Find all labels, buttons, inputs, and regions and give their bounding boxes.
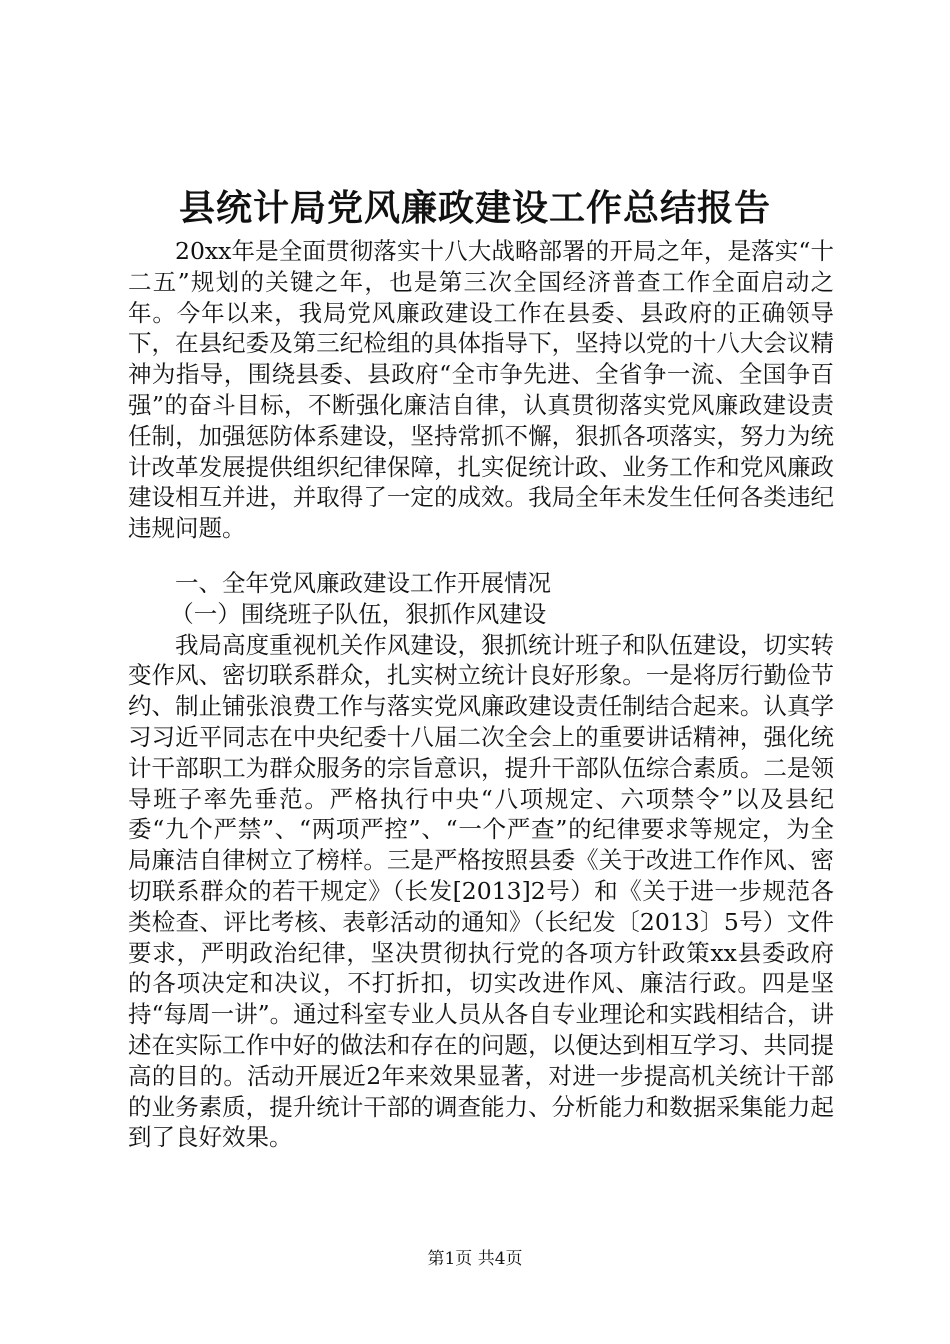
section-heading: 一、全年党风廉政建设工作开展情况	[175, 568, 551, 597]
intro-paragraph: 20xx年是全面贯彻落实十八大战略部署的开局之年，是落实“十二五”规划的关键之年，也是第三次全国经济普查工作全面启动之年。今年以来，我局党风廉政建设工作在县委、县政府的正确领导下，在县纪委及第三纪检组的具体指导下，坚持以党的十八大会议精神为指导，围绕县委、县政府“全市争先进、全省争一流、全国争百强”的奋斗目标，不断强化廉洁自律，认真贯彻落实党风廉政建设责任制，加强惩防体系建设，坚持常抓不懈，狠抓各项落实，努力为统计改革发展提供组织纪律保障，扎实促统计政、业务工作和党风廉政建设相互并进，并取得了一定的成效。我局全年未发生任何各类违纪违规问题。	[128, 237, 834, 543]
document-title: 县统计局党风廉政建设工作总结报告	[178, 187, 771, 229]
page-footer: 第1页 共4页	[427, 1249, 523, 1269]
subsection-heading: （一）围绕班子队伍，狠抓作风建设	[170, 599, 547, 628]
paragraph-spacer	[128, 544, 834, 568]
document-body	[128, 236, 834, 1153]
subsection-paragraph: 我局高度重视机关作风建设，狠抓统计班子和队伍建设，切实转变作风、密切联系群众，扎实树立统计良好形象。一是将厉行勤俭节约、制止铺张浪费工作与落实党风廉政建设责任制结合起来。认真学习习近平同志在中央纪委十八届二次全会上的重要讲话精神，强化统计干部职工为群众服务的宗旨意识，提升干部队伍综合素质。二是领导班子率先垂范。严格执行中央“八项规定、六项禁令”以及县纪委“九个严禁”、“两项严控”、“一个严查”的纪律要求等规定，为全局廉洁自律树立了榜样。三是严格按照县委《关于改进工作作风、密切联系群众的若干规定》（长发[2013]2号）和《关于进一步规范各类检查、评比考核、表彰活动的通知》（长纪发〔2013〕5号）文件要求，严明政治纪律，坚决贯彻执行党的各项方针政策xx县委政府的各项决定和决议，不打折扣，切实改进作风、廉洁行政。四是坚持“每周一讲”。通过科室专业人员从各自专业理论和实践相结合，讲述在实际工作中好的做法和存在的问题，以便达到相互学习、共同提高的目的。活动开展近2年来效果显著，对进一步提高机关统计干部的业务素质，提升统计干部的调查能力、分析能力和数据采集能力起到了良好效果。	[128, 630, 834, 1152]
